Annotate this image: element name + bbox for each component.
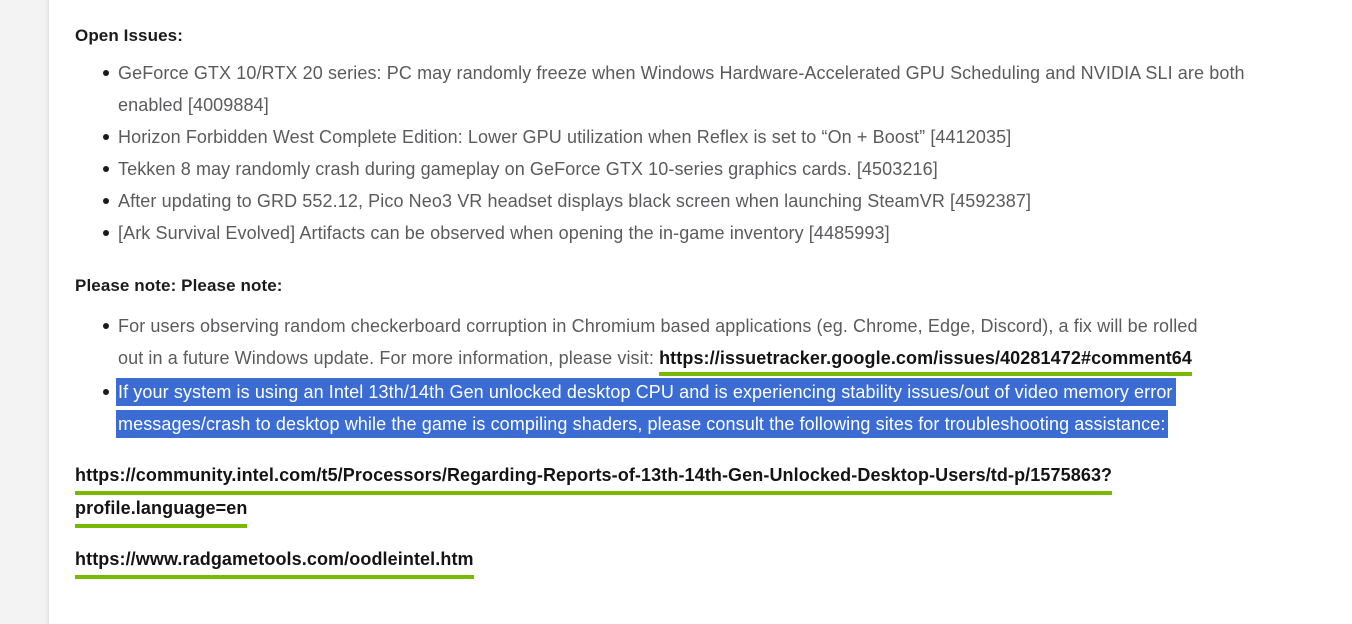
issuetracker-link[interactable]: https://issuetracker.google.com/issues/40281472#comment64 xyxy=(659,346,1192,376)
open-issue-item xyxy=(75,57,1318,121)
please-note-item-intel xyxy=(75,376,1318,440)
selected-text: messages/crash to desktop while the game is compiling shaders, please consult the following sites for troubleshooting assistance: xyxy=(116,410,1168,438)
selected-text: If your system is using an Intel 13th/14th Gen unlocked desktop CPU and is experiencing stability issues/out of video memory error xyxy=(116,378,1176,406)
note-text-line xyxy=(118,342,1318,376)
issue-text-line: enabled [4009884] xyxy=(118,95,269,115)
open-issue-item xyxy=(75,121,1318,153)
intel-community-link[interactable]: https://community.intel.com/t5/Processors/Regarding-Reports-of-13th-14th-Gen-Unlocked-Desktop-Users/td-p/1575863? xyxy=(75,462,1112,495)
open-issue-item xyxy=(75,217,1318,249)
note-text-prefix: out in a future Windows update. For more information, please visit: xyxy=(118,348,660,368)
please-note-list xyxy=(75,310,1318,440)
issue-text-line: Tekken 8 may randomly crash during gameplay on GeForce GTX 10-series graphics cards. [4503216] xyxy=(118,159,938,179)
please-note-heading: Please note: Please note: xyxy=(75,276,283,295)
open-issues-list xyxy=(75,57,1318,249)
open-issue-item xyxy=(75,153,1318,185)
highlighted-text-line xyxy=(118,376,1318,408)
open-issues-heading: Open Issues: xyxy=(75,26,183,45)
issue-text-line: After updating to GRD 552.12, Pico Neo3 VR headset displays black screen when launching SteamVR [4592387] xyxy=(118,191,1032,211)
radgametools-link[interactable]: https://www.radgametools.com/oodleintel.htm xyxy=(75,546,474,579)
note-text-line: For users observing random checkerboard corruption in Chromium based applications (eg. Chrome, Edge, Discord), a fix will be rolled xyxy=(118,316,1198,336)
intel-community-link-continuation[interactable]: profile.language=en xyxy=(75,495,247,528)
please-note-item-chromium xyxy=(75,310,1318,376)
issue-text-line: [Ark Survival Evolved] Artifacts can be observed when opening the in-game inventory [4485993] xyxy=(118,223,890,243)
intel-community-link-block xyxy=(75,462,1318,528)
release-notes-content xyxy=(49,0,1352,624)
issue-text-line: Horizon Forbidden West Complete Edition: Lower GPU utilization when Reflex is set to “On + Boost” [4412035] xyxy=(118,127,1012,147)
highlighted-text-line xyxy=(118,408,1318,440)
left-gutter xyxy=(0,0,49,624)
open-issue-item xyxy=(75,185,1318,217)
radgametools-link-block xyxy=(75,546,1318,579)
issue-text-line: GeForce GTX 10/RTX 20 series: PC may randomly freeze when Windows Hardware-Accelerated GPU Scheduling and NVIDIA SLI are both xyxy=(118,63,1245,83)
